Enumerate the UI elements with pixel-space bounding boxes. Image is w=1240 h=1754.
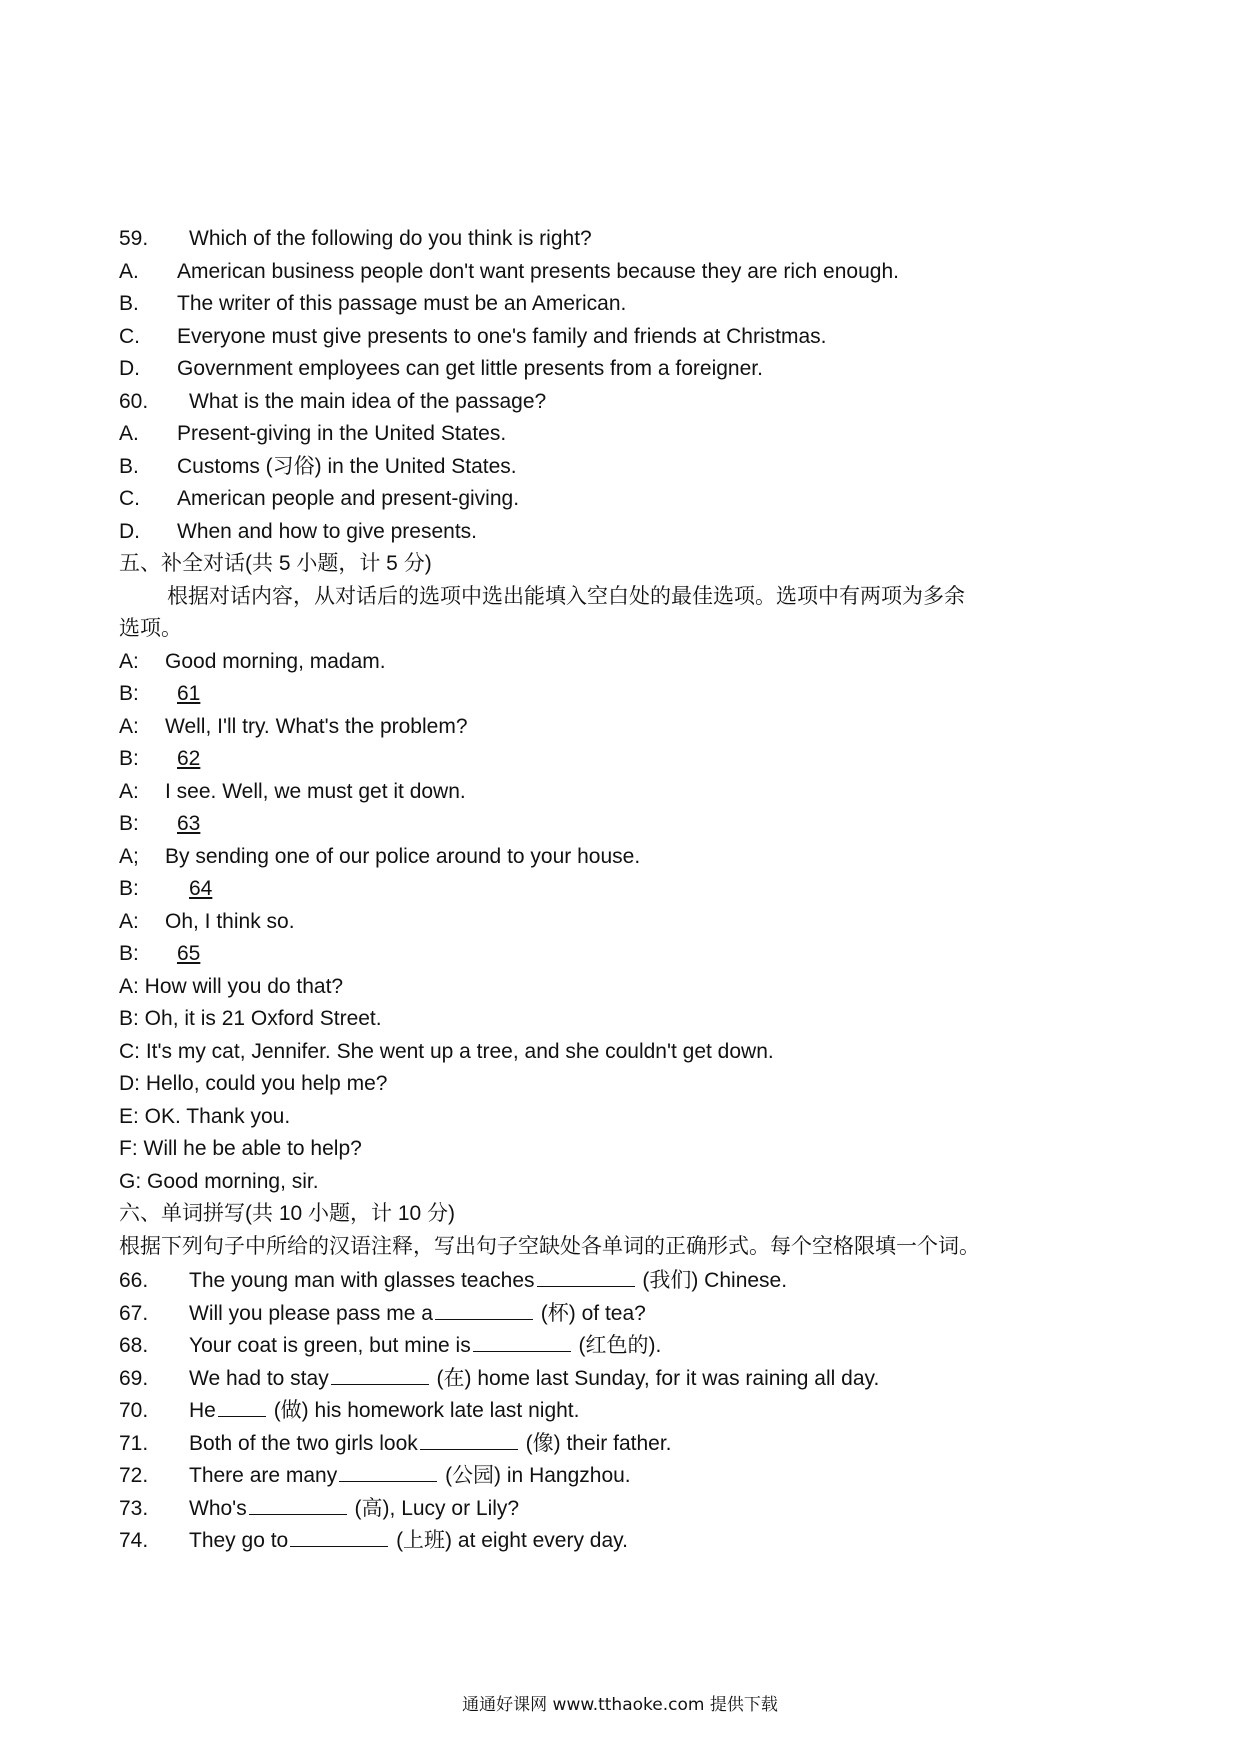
- option-59a: A. American business people don't want presents because they are rich enough.: [119, 260, 899, 283]
- spelling-item-69: 69. We had to stay (在) home last Sunday, for it was raining all day.: [119, 1364, 879, 1392]
- question-60: [119, 389, 546, 415]
- answer-blank: [420, 1429, 518, 1450]
- answer-blank: [339, 1461, 437, 1482]
- spelling-item-73: 73. Who's (高), Lucy or Lily?: [119, 1494, 519, 1522]
- choice-e: E: OK. Thank you.: [119, 1105, 291, 1128]
- option-60a: A. Present-giving in the United States.: [119, 422, 507, 445]
- dialogue-blank-62: B: 62: [119, 747, 201, 770]
- choice-f: F: Will he be able to help?: [119, 1137, 362, 1160]
- answer-blank: [473, 1331, 571, 1352]
- section-6-instruction: 根据下列句子中所给的汉语注释，写出句子空缺处各单词的正确形式。每个空格限填一个词。: [119, 1235, 980, 1258]
- question-number: 60.: [119, 390, 149, 413]
- choice-b: B: Oh, it is 21 Oxford Street.: [119, 1007, 382, 1030]
- question-59: [119, 226, 592, 252]
- question-number: 59.: [119, 227, 149, 250]
- spelling-item-70: 70. He (做) his homework late last night.: [119, 1396, 579, 1424]
- answer-blank: [537, 1266, 635, 1287]
- section-5-title: 五、补全对话(共 5 小题，计 5 分): [119, 552, 432, 575]
- answer-blank: [435, 1299, 533, 1320]
- choice-c: C: It's my cat, Jennifer. She went up a tree, and she couldn't get down.: [119, 1040, 774, 1063]
- dialogue-line: A: Good morning, madam.: [119, 650, 386, 673]
- option-60c: C. American people and present-giving.: [119, 487, 520, 510]
- page-footer: 通通好课网 www.tthaoke.com 提供下载: [462, 1695, 778, 1715]
- dialogue-line: A; By sending one of our police around to your house.: [119, 845, 641, 868]
- choice-g: G: Good morning, sir.: [119, 1170, 319, 1193]
- dialogue-line: A: Well, I'll try. What's the problem?: [119, 715, 468, 738]
- answer-blank: [290, 1526, 388, 1547]
- dialogue-line: A: Oh, I think so.: [119, 910, 295, 933]
- spelling-item-74: 74. They go to (上班) at eight every day.: [119, 1526, 628, 1554]
- answer-blank: [331, 1364, 429, 1385]
- dialogue-blank-65: B: 65: [119, 942, 201, 965]
- dialogue-line: A: I see. Well, we must get it down.: [119, 780, 466, 803]
- dialogue-blank-61: B: 61: [119, 682, 201, 705]
- answer-blank: [218, 1396, 266, 1417]
- spelling-item-72: 72. There are many (公园) in Hangzhou.: [119, 1461, 631, 1489]
- section-5-instruction-cont: 选项。: [119, 617, 182, 640]
- option-59c: C. Everyone must give presents to one's family and friends at Christmas.: [119, 325, 827, 348]
- choice-a: A: How will you do that?: [119, 975, 344, 998]
- spelling-item-67: 67. Will you please pass me a (杯) of tea?: [119, 1299, 646, 1327]
- dialogue-blank-63: B: 63: [119, 812, 201, 835]
- answer-blank: [249, 1494, 347, 1515]
- section-6-title: 六、单词拼写(共 10 小题，计 10 分): [119, 1202, 456, 1225]
- section-5-instruction: 根据对话内容，从对话后的选项中选出能填入空白处的最佳选项。选项中有两项为多余: [167, 585, 965, 608]
- option-60d: D. When and how to give presents.: [119, 520, 478, 543]
- option-60b: B. Customs (习俗) in the United States.: [119, 455, 517, 478]
- spelling-item-66: 66. The young man with glasses teaches (我们) Chinese.: [119, 1266, 787, 1294]
- spelling-item-71: 71. Both of the two girls look (像) their father.: [119, 1429, 672, 1457]
- question-text: Which of the following do you think is right?: [189, 227, 592, 250]
- question-text: What is the main idea of the passage?: [189, 390, 547, 413]
- choice-d: D: Hello, could you help me?: [119, 1072, 388, 1095]
- spelling-item-68: 68. Your coat is green, but mine is (红色的).: [119, 1331, 661, 1359]
- dialogue-blank-64: B: 64: [119, 877, 213, 900]
- option-59b: B. The writer of this passage must be an American.: [119, 292, 627, 315]
- option-59d: D. Government employees can get little presents from a foreigner.: [119, 357, 763, 380]
